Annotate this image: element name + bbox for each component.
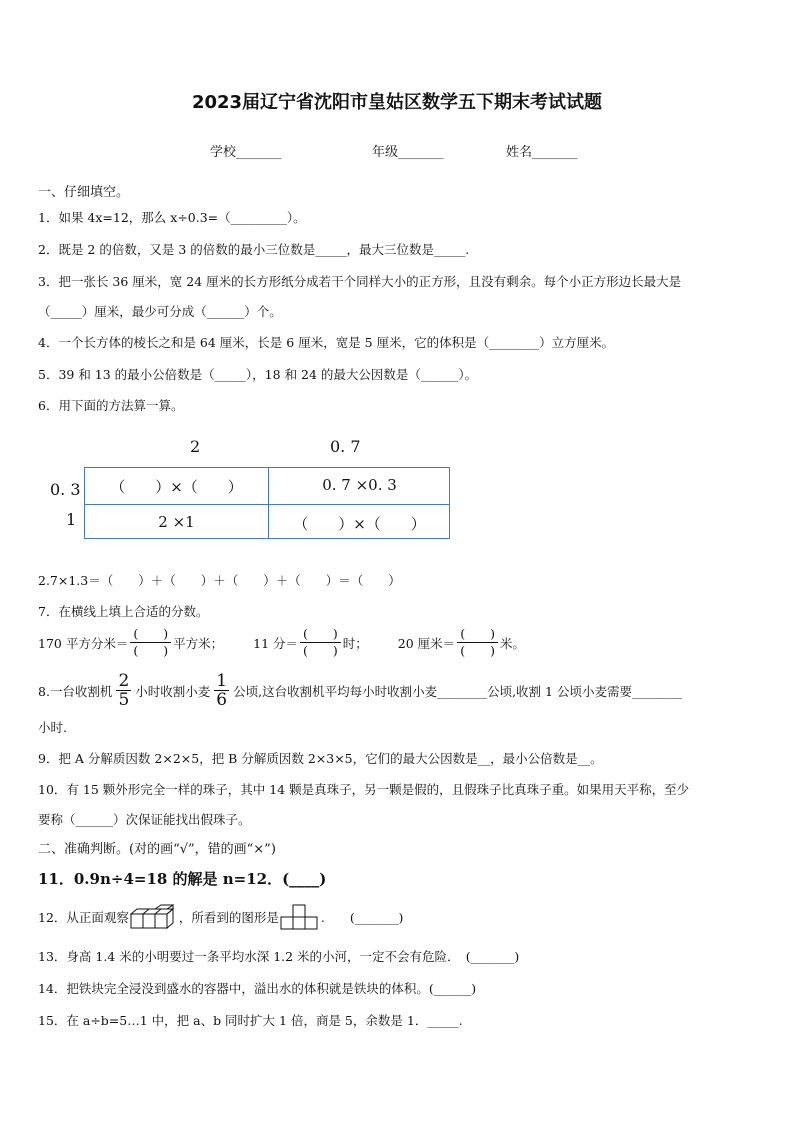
table-row-header-1: 0. 3: [50, 480, 81, 499]
q8-fraction-2: $\frac{1}{6}$: [216, 671, 228, 710]
name-field: 姓名_______: [506, 145, 578, 160]
grade-field: 年级_______: [372, 145, 444, 160]
q8-text-b: 小时收割小麦: [135, 683, 211, 699]
section-1-heading: 一、仔细填空。: [38, 185, 130, 200]
question-5: 5．39 和 13 的最小公倍数是（_____），18 和 24 的最大公因数是（______）。: [38, 367, 478, 382]
question-9: 9．把 A 分解质因数 2×2×5，把 B 分解质因数 2×3×5，它们的最大公因数是__，最小公倍数是__。: [38, 751, 603, 766]
table-cell-r2c1: 2 ×1: [158, 513, 195, 531]
question-1: 1．如果 4x=12，那么 x÷0.3=（_________）。: [38, 210, 306, 225]
q8-fraction-1: $\frac{2}{5}$: [118, 671, 130, 710]
school-field: 学校_______: [210, 145, 282, 160]
table-col-header-1: 2: [190, 437, 201, 456]
question-11: 11．0.9n÷4=18 的解是 n=12．(____): [38, 870, 327, 888]
q8-text-a: 8.一台收割机: [38, 683, 113, 699]
q8-text-c: 公顷,这台收割机平均每小时收割小麦________公顷,收割 1 公顷小麦需要________: [233, 683, 682, 699]
question-13: 13．身高 1.4 米的小明要过一条平均水深 1.2 米的小河，一定不会有危险． (_______): [38, 949, 520, 964]
question-3-line2: （_____）厘米，最少可分成（______）个。: [38, 304, 282, 319]
q7-fraction-1: $\frac{( )}{( )}$: [130, 626, 171, 659]
table-row-header-2: 1: [66, 510, 77, 529]
q7-part1-prefix: 170 平方分米＝: [38, 635, 129, 651]
question-15: 15．在 a÷b=5…1 中，把 a、b 同时扩大 1 倍，商是 5，余数是 1．_____.: [38, 1013, 463, 1028]
question-3-line1: 3．把一张长 36 厘米，宽 24 厘米的长方形纸分成若干个同样大小的正方形，且没有剩余。每个小正方形边长最大是: [38, 274, 682, 289]
question-6-equation: 2.7×1.3＝（ ）＋（ ）＋（ ）＋（ ）＝（ ）: [38, 573, 401, 588]
question-7-fractions: [38, 626, 525, 659]
table-cell-r1c2: 0. 7 ×0. 3: [322, 476, 397, 494]
table-cell-r2c2: （ ）×（ ）: [293, 515, 426, 533]
question-2: 2．既是 2 的倍数，又是 3 的倍数的最小三位数是_____，最大三位数是_____.: [38, 242, 470, 257]
front-view-squares-icon: [279, 904, 321, 930]
question-8: [38, 672, 682, 709]
cube-stack-3d-icon: [129, 904, 179, 930]
q7-part1-suffix: 平方米；: [173, 635, 224, 651]
table-cell-r1c1: （ ）×（ ）: [110, 478, 243, 496]
q7-part2-prefix: 11 分＝: [253, 635, 299, 651]
table-col-header-2: 0. 7: [330, 437, 361, 456]
question-8-line2: 小时.: [38, 720, 67, 735]
q7-part3-prefix: 20 厘米＝: [397, 635, 456, 651]
q12-text-b: ，所看到的图形是: [178, 910, 279, 925]
question-10-line1: 10．有 15 颗外形完全一样的珠子，其中 14 颗是真珠子，另一颗是假的，且假珠子比真珠子重。如果用天平称，至少: [38, 782, 690, 797]
question-6: 6．用下面的方法算一算。: [38, 398, 184, 413]
q7-part3-suffix: 米。: [499, 635, 525, 651]
q12-text-a: 12．从正面观察: [38, 910, 129, 925]
q12-text-c: . (_______): [320, 910, 404, 925]
question-14: 14．把铁块完全浸没到盛水的容器中，溢出水的体积就是铁块的体积。(______): [38, 981, 477, 996]
q7-part2-suffix: 时；: [342, 635, 368, 651]
section-2-heading: 二、准确判断。(对的画“√”，错的画“×”): [38, 842, 276, 857]
question-12: [38, 904, 403, 930]
question-7: 7．在横线上填上合适的分数。: [38, 604, 209, 619]
question-10-line2: 要称（______）次保证能找出假珠子。: [38, 812, 251, 827]
q7-fraction-3: $\frac{( )}{( )}$: [457, 626, 498, 659]
q7-fraction-2: $\frac{( )}{( )}$: [300, 626, 341, 659]
area-model-table: [84, 467, 450, 539]
question-4: 4．一个长方体的棱长之和是 64 厘米，长是 6 厘米，宽是 5 厘米，它的体积是（________）立方厘米。: [38, 335, 615, 350]
page-title: 2023届辽宁省沈阳市皇姑区数学五下期末考试试题: [191, 92, 603, 113]
